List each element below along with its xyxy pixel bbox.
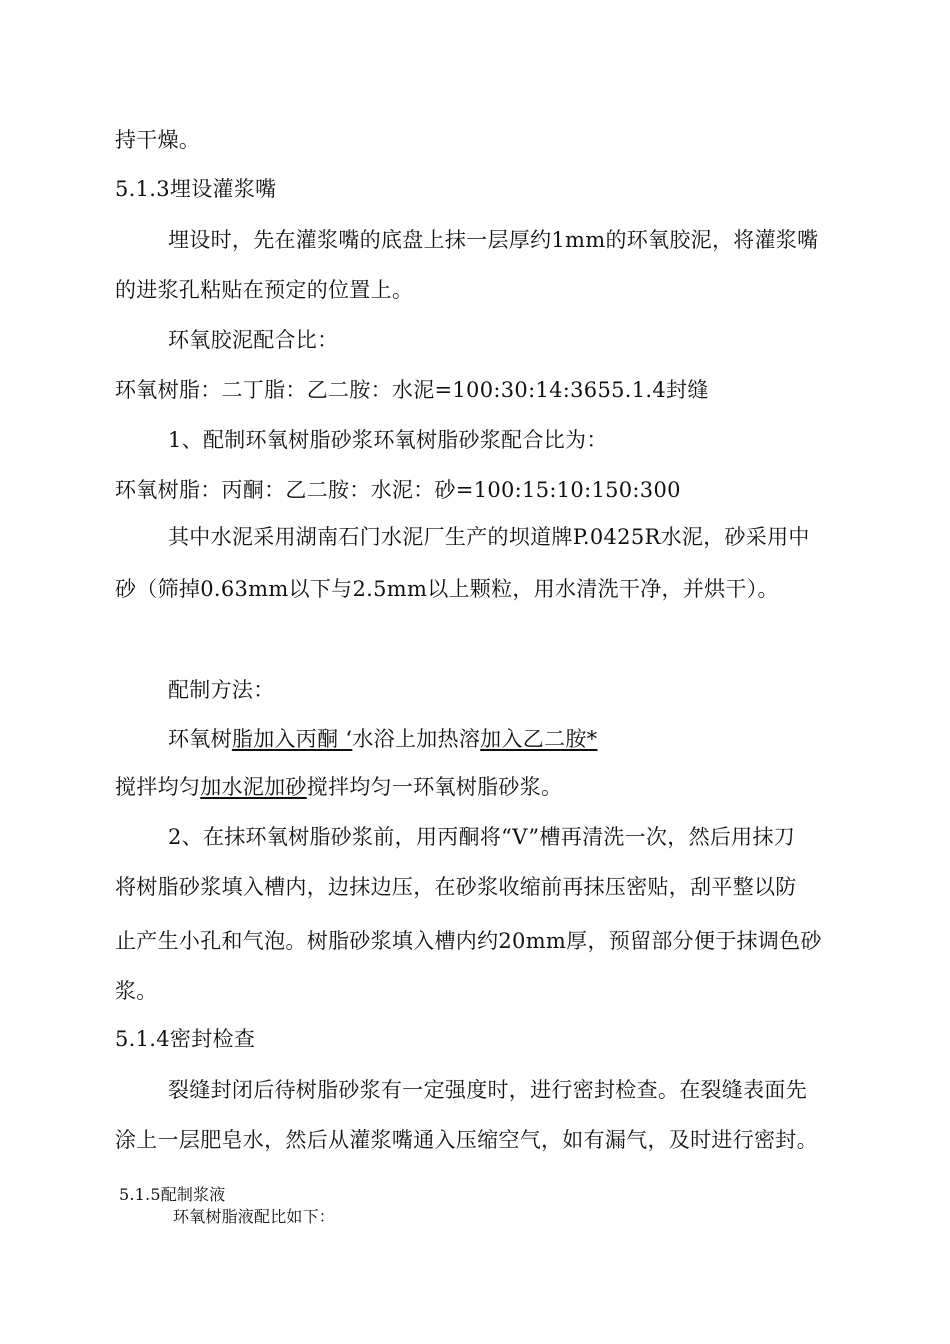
paragraph-line: 1、配制环氧树脂砂浆环氧树脂砂浆配合比为： xyxy=(168,428,608,452)
paragraph-line: 2、在抹环氧树脂砂浆前，用丙酮将“V”槽再清洗一次，然后用抹刀 xyxy=(168,825,796,849)
method-text: 水浴上加热溶 xyxy=(352,727,481,751)
method-text: 环氧树 xyxy=(168,727,232,751)
paragraph-line: 的进浆孔粘贴在预定的位置上。 xyxy=(115,278,414,302)
paragraph-line: 其中水泥采用湖南石门水泥厂生产的坝道牌P.0425R水泥，砂采用中 xyxy=(168,525,810,549)
method-text-underlined: 加水泥加砂 xyxy=(200,775,307,799)
paragraph-line: 涂上一层肥皂水，然后从灌浆嘴通入压缩空气，如有漏气，及时进行密封。 xyxy=(115,1128,818,1152)
paragraph-line: 止产生小孔和气泡。树脂砂浆填入槽内约20mm厚，预留部分便于抹调色砂 xyxy=(115,929,822,953)
section-heading: 5.1.4密封检查 xyxy=(115,1027,256,1051)
method-text-underlined: 加入乙二胺* xyxy=(480,727,598,751)
formula-line: 环氧树脂：二丁脂：乙二胺：水泥=100:30:14:3655.1.4封缝 xyxy=(115,378,709,402)
paragraph-line: 持干燥。 xyxy=(115,128,201,152)
method-text: 搅拌均匀 xyxy=(115,775,201,799)
formula-line: 环氧树脂：丙酮：乙二胺：水泥：砂=100:15:10:150:300 xyxy=(115,478,681,502)
section-heading: 5.1.3埋设灌浆嘴 xyxy=(115,177,277,201)
method-flow-line-2 xyxy=(115,773,562,801)
paragraph-line: 砂（筛掉0.63mm以下与2.5mm以上颗粒，用水清洗干净，并烘干）。 xyxy=(115,577,779,601)
section-heading: 5.1.5配制浆液 xyxy=(119,1185,226,1204)
method-text: 搅拌均匀一环氧树脂砂浆。 xyxy=(306,775,563,799)
paragraph-line: 裂缝封闭后待树脂砂浆有一定强度时，进行密封检查。在裂缝表面先 xyxy=(168,1078,807,1102)
paragraph-line: 环氧胶泥配合比： xyxy=(168,328,339,352)
paragraph-line: 浆。 xyxy=(115,979,158,1003)
paragraph-line: 将树脂砂浆填入槽内，边抹边压，在砂浆收缩前再抹压密贴，刮平整以防 xyxy=(115,875,797,899)
paragraph-line: 埋设时，先在灌浆嘴的底盘上抹一层厚约1mm的环氧胶泥，将灌浆嘴 xyxy=(168,228,819,252)
paragraph-line: 配制方法： xyxy=(168,678,275,702)
method-text-underlined: 脂加入丙酮 ‘ xyxy=(231,727,353,751)
method-flow-line-1 xyxy=(168,725,597,753)
paragraph-line: 环氧树脂液配比如下： xyxy=(173,1207,336,1226)
